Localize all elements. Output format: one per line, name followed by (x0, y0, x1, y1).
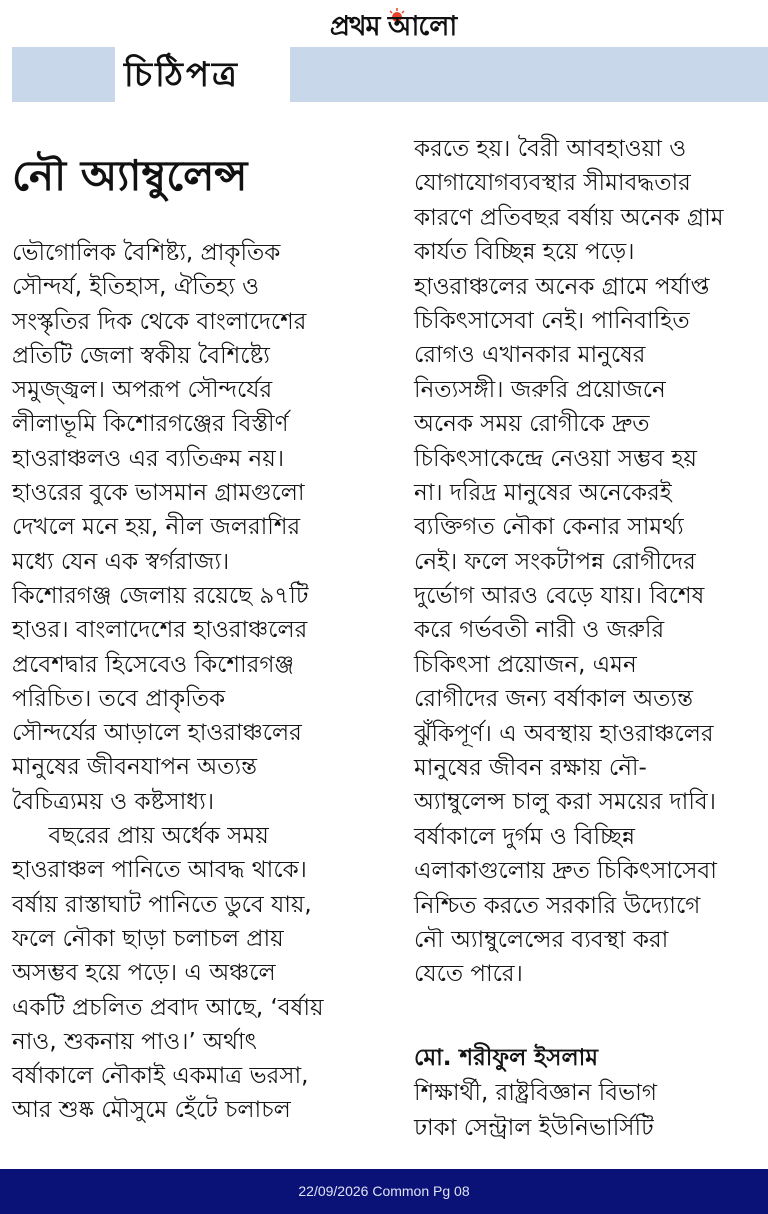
article-text-line: আর শুষ্ক মৌসুমে হেঁটে চলাচল (12, 1097, 291, 1124)
article-headline: নৌ অ্যাম্বুলেন্স (12, 151, 248, 200)
article-text-line: মানুষের জীবন রক্ষায় নৌ- (414, 755, 647, 782)
article-text-line: ব্যক্তিগত নৌকা কেনার সামর্থ্য (414, 514, 684, 541)
article-text-line: ভৌগোলিক বৈশিষ্ট্য, প্রাকৃতিক (12, 240, 281, 266)
article-text-line: কিশোরগঞ্জ জেলায় রয়েছে ৯৭টি (12, 582, 309, 609)
author-name: মো. শরীফুল ইসলাম (414, 1045, 599, 1071)
article-text-line: বর্ষাকালে নৌকাই একমাত্র ভরসা, (12, 1063, 309, 1090)
article-text-line: হাওরাঞ্চল পানিতে আবদ্ধ থাকে। (12, 857, 307, 884)
article-column-left (12, 236, 392, 1128)
article-text-line: হাওরাঞ্চলও এর ব্যতিক্রম নয়। (12, 445, 285, 472)
article-text-line: মানুষের জীবনযাপন অত্যন্ত (12, 754, 258, 781)
article-column-right (414, 132, 764, 992)
author-affiliation: শিক্ষার্থী, রাষ্ট্রবিজ্ঞান বিভাগ (414, 1080, 657, 1106)
newspaper-logo (286, 8, 500, 46)
author-institution: ঢাকা সেন্ট্রাল ইউনিভার্সিটি (414, 1115, 654, 1141)
logo-text: প্রথম আলো (329, 11, 457, 42)
section-bar-right (290, 47, 768, 102)
article-text-line: দেখলে মনে হয়, নীল জলরাশির (12, 514, 301, 541)
article-text-line: কারণে প্রতিবছর বর্ষায় অনেক গ্রাম (414, 204, 724, 231)
article-text-line: করে গর্ভবতী নারী ও জরুরি (414, 617, 665, 644)
article-text-line: প্রবেশদ্বার হিসেবেও কিশোরগঞ্জ (12, 651, 295, 678)
article-text-line: বছরের প্রায় অর্ধেক সময় (12, 823, 269, 850)
article-text-line: ফলে নৌকা ছাড়া চলাচল প্রায় (12, 925, 284, 952)
masthead (0, 0, 768, 48)
article-text-line: চিকিৎসা প্রয়োজন, এমন (414, 651, 637, 678)
article-text-line: একটি প্রচলিত প্রবাদ আছে, ‘বর্ষায় (12, 994, 324, 1021)
article-text-line: রোগও এখানকার মানুষের (414, 342, 646, 369)
article-text-line: বর্ষায় রাস্তাঘাট পানিতে ডুবে যায়, (12, 891, 312, 918)
article-text-line: বর্ষাকালে দুর্গম ও বিচ্ছিন্ন (414, 823, 635, 850)
article-text-line: ঝুঁকিপূর্ণ। এ অবস্থায় হাওরাঞ্চলের (414, 720, 714, 747)
article-text-line: এলাকাগুলোয় দ্রুত চিকিৎসাসেবা (414, 858, 717, 885)
article-text-line: অ্যাম্বুলেন্স চালু করা সময়ের দাবি। (414, 789, 716, 816)
article-text-line: হাওরের বুকে ভাসমান গ্রামগুলো (12, 480, 305, 507)
article-text-line: নেই। ফলে সংকটাপন্ন রোগীদের (414, 548, 696, 575)
article-text-line: নাও, শুকনায় পাও।’ অর্থাৎ (12, 1028, 257, 1055)
article-text-line: অনেক সময় রোগীকে দ্রুত (414, 411, 650, 438)
article-text-line: বৈচিত্র্যময় ও কষ্টসাধ্য। (12, 788, 215, 815)
article-text-line: করতে হয়। বৈরী আবহাওয়া ও (414, 136, 687, 162)
article-text-line: নিশ্চিত করতে সরকারি উদ্যোগে (414, 892, 701, 919)
article-text-line: প্রতিটি জেলা স্বকীয় বৈশিষ্ট্যে (12, 342, 270, 369)
section-title: চিঠিপত্র (124, 55, 241, 95)
article-text-line: চিকিৎসাকেন্দ্রে নেওয়া সম্ভব হয় (414, 445, 697, 472)
article-text-line: লীলাভূমি কিশোরগঞ্জের বিস্তীর্ণ (12, 411, 289, 438)
article-text-line: রোগীদের জন্য বর্ষাকাল অত্যন্ত (414, 686, 693, 713)
section-bar-left (12, 47, 115, 102)
article-text-line: কার্যত বিচ্ছিন্ন হয়ে পড়ে। (414, 239, 635, 266)
article-text-line: চিকিৎসাসেবা নেই। পানিবাহিত (414, 307, 690, 334)
footer-bar (0, 1169, 768, 1214)
article-text-line: হাওরাঞ্চলের অনেক গ্রামে পর্যাপ্ত (414, 273, 710, 300)
article-text-line: যেতে পারে। (414, 961, 523, 988)
article-text-line: অসম্ভব হয়ে পড়ে। এ অঞ্চলে (12, 960, 276, 987)
article-text-line: সমুজ্জ্বল। অপরূপ সৌন্দর্যের (12, 377, 273, 404)
article-text-line: সৌন্দর্য, ইতিহাস, ঐতিহ্য ও (12, 274, 260, 301)
footer-date-page: 22/09/2026 Common Pg 08 (298, 1183, 470, 1199)
article-text-line: সংস্কৃতির দিক থেকে বাংলাদেশের (12, 308, 307, 335)
article-text-line: নিত্যসঙ্গী। জরুরি প্রয়োজনে (414, 376, 666, 403)
article-text-line: না। দরিদ্র মানুষের অনেকেরই (414, 479, 672, 506)
article-text-line: যোগাযোগব্যবস্থার সীমাবদ্ধতার (414, 170, 691, 197)
article-text-line: নৌ অ্যাম্বুলেন্সের ব্যবস্থা করা (414, 926, 669, 953)
article-text-line: সৌন্দর্যের আড়ালে হাওরাঞ্চলের (12, 720, 302, 747)
article-text-line: হাওর। বাংলাদেশের হাওরাঞ্চলের (12, 617, 308, 644)
article-text-line: মধ্যে যেন এক স্বর্গরাজ্য। (12, 548, 230, 575)
article-text-line: পরিচিত। তবে প্রাকৃতিক (12, 685, 226, 712)
article-text-line: দুর্ভোগ আরও বেড়ে যায়। বিশেষ (414, 583, 705, 610)
